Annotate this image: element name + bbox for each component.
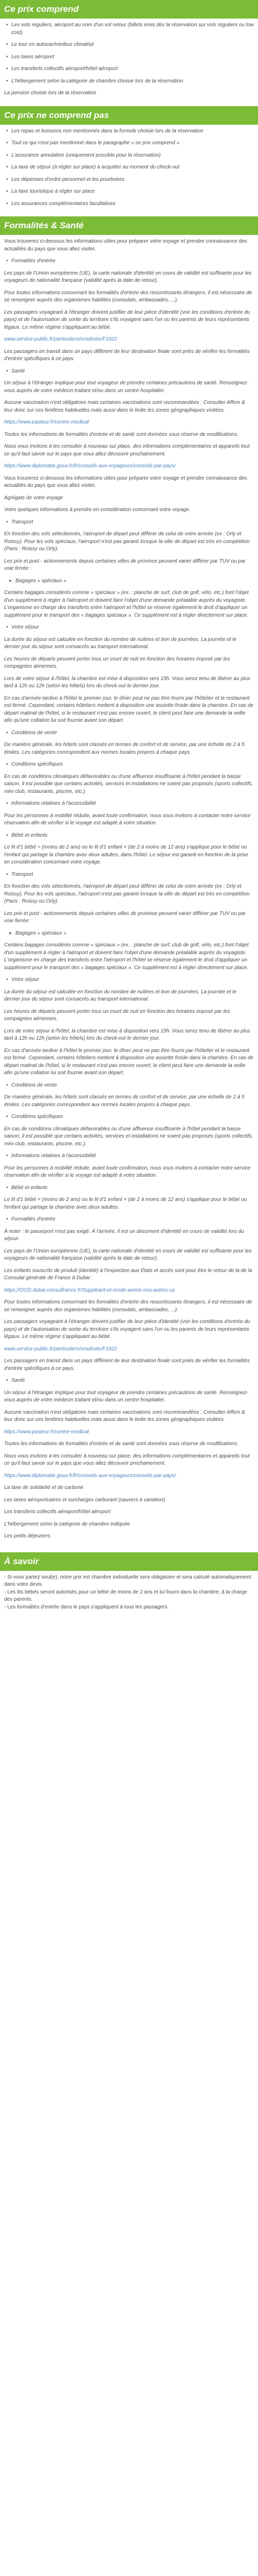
excludes-section [0,125,258,217]
paragraph: En cas d'arrivée tardive à l'hôtel le premier jour, le dîner peut ne pas être fourni par l'hôtelier et le restaurant est fermé. Cependant, certains hôteliers mettent à disposition une assiette froide dans la chambre. En cas de départ matinal de l'hôtel, si le restaurant n'est pas encore ouvert, le client peut faire une demande la veille afin qu'une collation lui soit fournie avant son départ. [4,695,254,723]
closing-item: La taxe de solidarité et de carbone [4,1485,84,1490]
includes-item: • L'hébergement selon la catégorie de chambre choisie lors de la réservation [4,78,254,86]
excludes-item: • Les repas et boissons non mentionnés dans la formule choisie lors de la réservation [4,128,254,135]
paragraph: En fonction des vols sélectionnés, l'aéroport de départ peut différer de celui de votre arrivée (ex : Orly et Roissy). Pour les vols spéciaux, l'aéroport n'est pas garanti lorsque la ville de départ est très en compétition (Paris : Roissy ou Orly). [4,884,250,904]
section-title-includes: Ce prix comprend [0,0,258,19]
paragraph: À noter : le passeport n'est pas exigé. À l'arrivée, il est un document d'identité en cours de validité lors du séjour. [4,1228,244,1242]
paragraph: Les pays de l'Union européenne (UE), la carte nationale d'identité en cours de validité est suffisante pour les voyageurs de nationalité française (validité après la date de retour). [4,1248,252,1261]
subheading: • Informations relatives à l'accessibilité [4,1153,254,1160]
pasteur-link[interactable]: https://www.pasteur.fr/centre-medical [4,1429,89,1435]
sante-heading: • Santé [4,1377,254,1385]
subheading: • Conditions de vente [4,730,254,737]
transport-list [4,930,254,938]
a-savoir-text: - Si vous partez seul(e), notre prix est chambre individuelle sera obligatoire et sera calculé automatiquement dans votre devis. - Les lits bébés seront autorisés pour un bébé de moins de 2 ans et lui fourni dans la chambre, à la charge des parents. - Les formalités d'entrée dans le pays s'appliquent à tous les passagers. [4,1574,251,1610]
includes-item: • Les vols réguliers, aéroport au nom d'un vol retour (billets émis dès la réservation sur vols réguliers ou low cost) [4,22,254,37]
paragraph: Pour les personnes à mobilité réduite, avant toute confirmation, nous vous invitons à contacter notre service réservation afin de vérifier si le voyage est adapté à votre situation. [4,1165,251,1178]
excludes-item: • La taxe de séjour (à régler sur place) à acquitter au moment du check-out [4,164,254,172]
paragraph: Les passagers en transit dans un pays différent de leur destination finale sont priés de vérifier les formalités d'entrée spécifiques à ce pays. [4,1358,250,1371]
paragraph: Pour toutes informations concernant les formalités d'entrée des ressortissants étrangers, il est nécessaire de se renseigner auprès des organismes habilités (consulats, ambassades, ...). [4,290,252,303]
paragraph: Le lit d'1 bébé = (moins de 2 ans) ou le lit d'1 enfant = (de 2 à moins de 12 ans) s'applique pour le bébé ou l'enfant qui partage la chambre avec deux adultes. [4,1197,247,1210]
closing-item: Les transferts collectifs aéroport/hôtel aéroport [4,1509,111,1515]
paragraph: Pour toutes informations concernant les formalités d'entrée des ressortissants étrangers, il est nécessaire de se renseigner auprès des organismes habilités (consulats, ambassades, ...). [4,1299,252,1313]
service-public-link[interactable]: www.service-public.fr/particuliers/vosdroits/F1922 [4,336,117,342]
closing-item: L'hébergement selon la catégorie de chambre indiquée [4,1521,130,1527]
paragraph: Aucune vaccination n'est obligatoire mais certaines vaccinations sont recommandées : Consulter Affirm & leur donc sur ces fenêtres habituelles mais aussi dans le boite les zones géographiques visitées. [4,1409,245,1422]
paragraph: La durée du séjour est calculée en fonction du nombre de nuitées et bon de journées. La journée et le dernier jour du séjour sont consacrés au transport international. [4,636,237,650]
paragraph: Un séjour à l'étranger implique pour tout voyageur de prendre certaines précautions de santé. Renseignez-vous auprès de votre médecin traitant et/ou dans un centre hospitalier. [4,380,249,394]
paragraph: Les heures de départs peuvent porter tous un court de nuit en fonction des horaires imposé par les compagnies aériennes. [4,1008,230,1022]
paragraph: De manière générale, les hôtels sont classés en termes de confort et de service, par une échelle de 2 à 5 étoiles. Les catégories correspondent aux normes locales propres à chaque pays. [4,1094,245,1108]
paragraph: Votre quelques informations à prendre en considération concernant votre voyage. [4,507,190,513]
subheading: • Votre séjour [4,624,254,632]
paragraph: Certains bagages considérés comme « spéciaux » (ex. : planche de surf, club de golf, vélo, etc.) font l'objet d'un supplément à régler à l'aéroport et doivent faire l'objet d'une demande préalable auprès du voyagiste. L'organisme en charge des transferts entre l'aéroport et l'hôtel se réserve également le droit d'appliquer un supplément pour le transport des « bagages spéciaux ». Ce supplément est à régler directement sur place. [4,942,249,971]
consulat-link[interactable]: https://OOD.dubai.consulfrance.fr/Suppléant-et-mode-avenir-nos-autres-us [4,1287,175,1293]
excludes-item: • Les dépenses d'ordre personnel et les pourboires [4,176,254,184]
paragraph: En fonction des vols sélectionnés, l'aéroport de départ peut différer de celui de votre arrivée (ex : Orly et Roissy). Pour les vols spéciaux, l'aéroport n'est pas garanti lorsque la ville de départ est très en compétition (Paris : Roissy ou Orly). [4,531,250,552]
transport-heading: • Transport [4,871,254,879]
section-title-formalites: Formalités & Santé [0,216,258,235]
subheading: • Conditions spécifiques [4,1113,254,1121]
service-public-link[interactable]: www.service-public.fr/particuliers/vosdroits/F1922 [4,1346,117,1352]
paragraph: Nous vous invitons à les consulter à nouveau sur place, des informations complémentaires et appareils tout ce qu'il faut savoir sur le pays que vous allez découvrir prochainement. [4,1453,250,1466]
paragraph: Le lit d'1 bébé = (moins de 2 ans) ou le lit d'1 enfant = (de 2 à moins de 12 ans) s'applique pour le bébé ou l'enfant qui partage la chambre avec deux adultes, dans l'hôtel. Le séjour est garanti en fonction de la prise en considération concernant votre voyage. [4,844,249,865]
subheading: • Conditions spécifiques [4,761,254,769]
paragraph: En cas d'arrivée tardive à l'hôtel le premier jour, le dîner peut ne pas être fourni par l'hôtelier et le restaurant est fermé. Cependant, certains hôteliers mettent à disposition une assiette froide dans la chambre. En cas de départ matinal de l'hôtel, si le restaurant n'est pas encore ouvert, le client peut faire une demande la veille afin qu'une collation lui soit fournie avant son départ. [4,1047,254,1076]
paragraph: Les enfants souscrits de produit (identité) à l'inspection aux États et accès sont pour être le retour de la de la Consulat générale de France à Dubai : [4,1267,252,1281]
paragraph: Aucune vaccination n'est obligatoire mais certaines vaccinations sont recommandées : Consulter Affirm & leur donc sur ces fenêtres habituelles mais aussi dans le boite les zones géographiques visitées. [4,400,245,413]
paragraph: Les passagers voyageant à l'étranger doivent justifier de leur pièce d'identité (voir les conditions d'entrée du pays) et de l'autorisation de sortie du territoire s'ils voyagent sans l'un ou les parents de leurs représentants légaux. Le même régime s'appliquant au bébé. [4,1319,250,1340]
includes-item: • Le tour en autocar/minibus climatisé [4,41,254,49]
includes-note: La pension choisie lors de la réservation [4,90,96,96]
paragraph: De manière générale, les hôtels sont classés en termes de confort et de service, par une échelle de 2 à 5 étoiles. Les catégories correspondent aux normes locales propres à chaque pays. [4,742,245,755]
subheading: • Votre séjour [4,976,254,984]
closing-item: Les taxes aéroportuaires et surcharges carburant (sauvers à variation) [4,1497,165,1503]
formalites-section [0,235,258,1549]
paragraph: Un séjour à l'étranger implique pour tout voyageur de prendre certaines précautions de santé. Renseignez-vous auprès de votre médecin traitant et/ou dans un centre hospitalier. [4,1389,249,1403]
paragraph: En cas de conditions climatiques défavorables ou d'une affluence insuffisante à l'hôtel pendant la basse saison, il est possible que certains activités, services et installations ne soient pas proposés (sports collectifs, mini club, restaurants, piscine, etc.). [4,773,253,794]
section-title-a-savoir: À savoir [0,1552,258,1571]
formalites-heading: • Formalités d'entrée [4,258,254,265]
list-item: ▸ Bagages « spéciaux » [4,930,254,938]
paragraph: Lors de votre séjour à l'hôtel, la chambre est mise à disposition vers 15h. Vous serez tenu de libérer au plus tard à 12h ou 12h (selon les hôtels) lors du check-out le dernier jour. [4,1028,250,1041]
agregats-heading: Agrégats de votre voyage [4,495,63,501]
paragraph: En cas de conditions climatiques défavorables ou d'une affluence insuffisante à l'hôtel pendant la basse saison, il est possible que certains activités, services et installations ne soient pas proposés (sports collectifs, mini club, restaurants, piscine, etc.). [4,1126,253,1147]
paragraph: Les prix et post - actionnements depuis certaines villes de province peuvent varier différer par TUV ou par voie ferrée : [4,558,246,571]
diplomatie-link[interactable]: https://www.diplomatie.gouv.fr/fr/conseils-aux-voyageurs/conseils-par-pays/ [4,463,176,469]
paragraph: Pour les personnes à mobilité réduite, avant toute confirmation, nous vous invitons à contacter notre service réservation afin de vérifier si le voyage est adapté à votre situation. [4,812,251,826]
excludes-item: • La taxe touristique à régler sur place [4,188,254,196]
transport-heading: • Transport [4,519,254,527]
subheading: • Conditions de vente [4,1082,254,1090]
paragraph: La durée du séjour est calculée en fonction du nombre de nuitées et bon de journées. La journée et le dernier jour du séjour sont consacrés au transport international. [4,989,237,1002]
pasteur-link[interactable]: https://www.pasteur.fr/centre-medical [4,419,89,425]
subheading: • Bébé et enfants [4,1184,254,1192]
paragraph: Toutes les informations de formalités d'entrée et de santé sont données sous réserve de modifications. [4,431,239,437]
paragraph: Les heures de départs peuvent porter tous un court de nuit en fonction des horaires imposé par les compagnies aériennes. [4,656,230,669]
transport-list [4,578,254,585]
paragraph: Les passagers en transit dans un pays différent de leur destination finale sont priés de vérifier les formalités d'entrée spécifiques à ce pays. [4,348,250,362]
excludes-item: • L'assurance annulation (uniquement possible pour la réservation) [4,152,254,160]
formalites-intro: Vous trouverez ci-dessous les informations utiles pour préparer votre voyage et prendre connaissance des actualités du pays que vous allez visiter. [4,239,247,252]
closing-item: Les petits déjeuners [4,1533,51,1539]
subheading: • Informations relatives à l'accessibilité [4,800,254,808]
includes-item: • Les transferts collectifs aéroport/hôtel aéroport [4,65,254,73]
includes-item: • Les taxes aéroport [4,54,254,61]
paragraph: Lors de votre séjour à l'hôtel, la chambre est mise à disposition vers 15h. Vous serez tenu de libérer au plus tard à 12h ou 12h (selon les hôtels) lors du check-out le dernier jour. [4,675,250,689]
paragraph: Les prix et post - actionnements depuis certaines villes de province peuvent varier différer par TUV ou par voie ferrée : [4,910,246,924]
paragraph: Les passagers voyageant à l'étranger doivent justifier de leur pièce d'identité (voir les conditions d'entrée du pays) et de l'autorisation de sortie du territoire s'ils voyagent sans l'un ou les parents de leurs représentants légaux. Le même régime s'appliquant au bébé. [4,309,250,330]
section-title-excludes: Ce prix ne comprend pas [0,106,258,125]
formalites-heading: • Formalités d'entrée [4,1216,254,1224]
subheading: • Bébé et enfants [4,832,254,840]
paragraph: Nous vous invitons à les consulter à nouveau sur place, des informations complémentaires et appareils tout ce qu'il faut savoir sur le pays que vous allez découvrir prochainement. [4,444,250,457]
paragraph: Toutes les informations de formalités d'entrée et de santé sont données sous réserve de modifications. [4,1441,239,1447]
repeat-intro: Vous trouverez ci-dessous les informations utiles pour préparer votre voyage et prendre connaissance des actualités du pays que vous allez visiter. [4,475,247,488]
includes-section [0,19,258,106]
paragraph: Certains bagages considérés comme « spéciaux » (ex. : planche de surf, club de golf, vélo, etc.) font l'objet d'un supplément à régler à l'aéroport et doivent faire l'objet d'une demande préalable auprès du voyagiste. L'organisme en charge des transferts entre l'aéroport et l'hôtel se réserve également le droit d'appliquer un supplément pour le transport des « bagages spéciaux ». Ce supplément est à régler directement sur place. [4,590,249,618]
excludes-item: • Les assurances complémentaires facultatives [4,200,254,208]
a-savoir-section [0,1571,258,1620]
list-item: ▸ Bagages « spéciaux » [4,578,254,585]
sante-heading: • Santé [4,368,254,376]
paragraph: Les pays de l'Union européenne (UE), la carte nationale d'identité en cours de validité est suffisante pour les voyageurs de nationalité française (validité après la date de retour). [4,270,252,283]
excludes-item: • Tout ce qui n'est pas mentionné dans le paragraphe « ce prix comprend » [4,140,254,147]
diplomatie-link[interactable]: https://www.diplomatie.gouv.fr/fr/conseils-aux-voyageurs/conseils-par-pays/ [4,1472,176,1479]
